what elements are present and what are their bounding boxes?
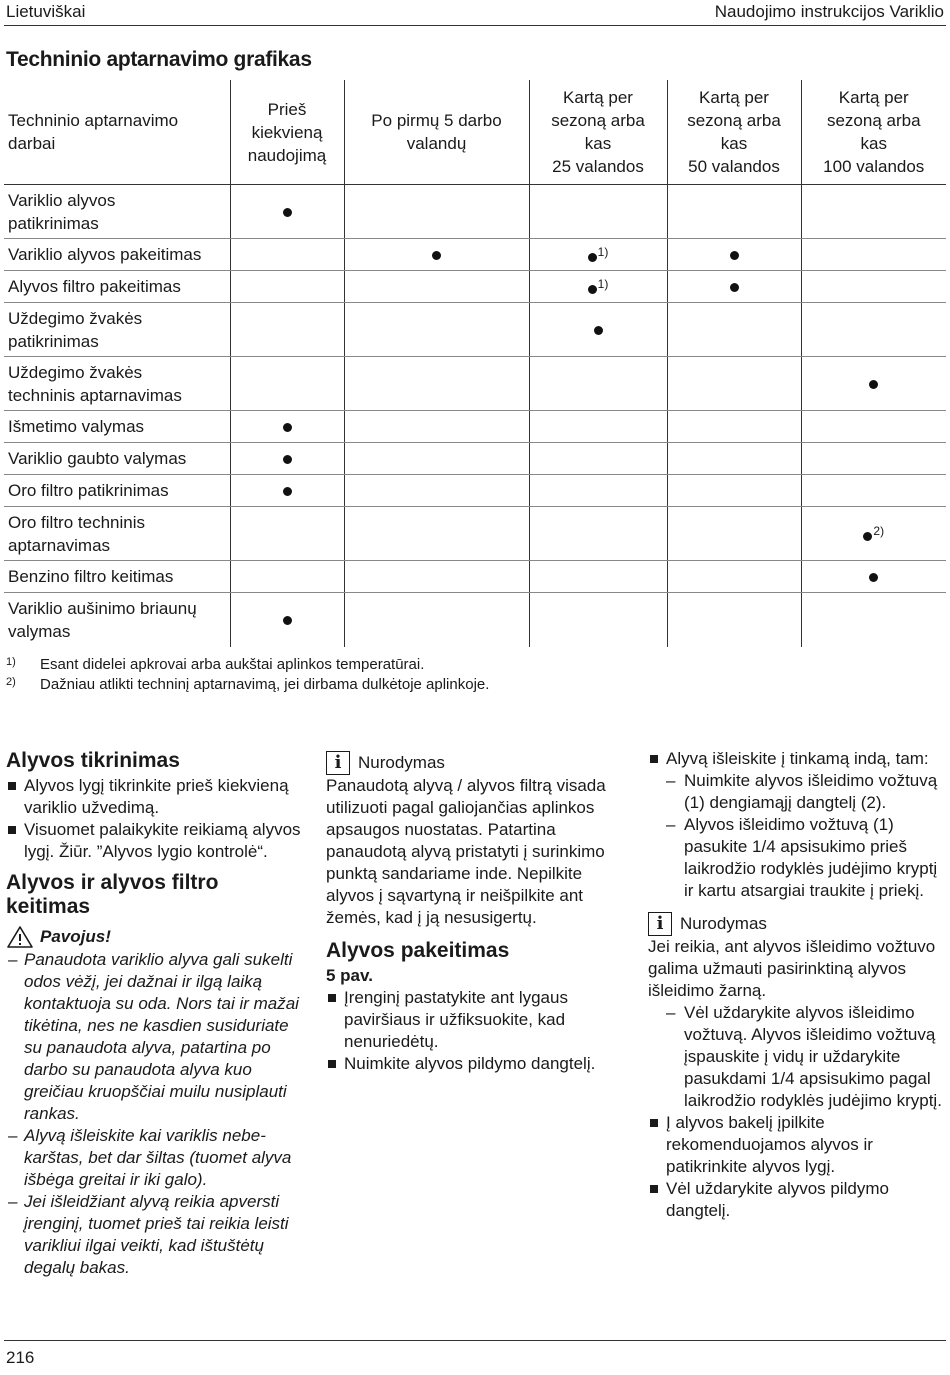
- table-row: [4, 411, 946, 443]
- column-header-task: [4, 80, 230, 185]
- note-text: Jei reikia, ant alyvos išleidimo vožtuvo galima užmauti pasirinktiną alyvos išleidimo žarną.: [648, 937, 936, 1000]
- interval-cell: [344, 411, 529, 443]
- interval-cell: [230, 443, 344, 475]
- danger-notice-title: [6, 925, 306, 949]
- list-item: Alyvos lygį tikrinkite prieš kiekvieną variklio užvedimą.: [6, 775, 306, 819]
- interval-cell: [230, 507, 344, 561]
- interval-cell: [230, 593, 344, 647]
- header-line: Techninio aptarnavimo: [8, 111, 179, 130]
- table-row: [4, 303, 946, 357]
- table-row: [4, 357, 946, 411]
- interval-cell: [344, 357, 529, 411]
- info-icon: i: [326, 751, 350, 775]
- interval-cell: [667, 475, 801, 507]
- task-cell: [4, 185, 230, 239]
- interval-cell: [801, 475, 946, 507]
- table-row: [4, 239, 946, 271]
- task-label: Išmetimo valymas: [8, 417, 145, 436]
- step-item: – Vėl uždarykite alyvos išleidimo vožtuvą. Alyvos išleidimo vožtuvą įspauskite į vidų ir uždarykite pasukdami 1/4 apsisukimo pagal laikrodžio rodyklės judėjimo kryptį.: [648, 1002, 946, 1112]
- list-item: Į alyvos bakelį įpilkite rekomenduojamos alyvos ir patikrinkite alyvos lygį.: [648, 1112, 946, 1178]
- list-item: Įrenginį pastatykite ant lygaus paviršiaus ir užfiksuokite, kad nenuriedėtų.: [326, 987, 626, 1053]
- danger-item: – Panaudota variklio alyva gali sukelti odos vėžį, jei dažnai ir ilgą laiką kontaktuoja su oda. Nors tai ir mažai tikėtina, nes ne kasdien susiduriate su panaudota alyva, patartina po darbo su panaudota alyva kuo greičiau kruopščiai muilu nusiplauti rankas.: [6, 949, 306, 1125]
- footnote-mark: 1): [6, 656, 16, 668]
- bullet-mark-icon: [283, 423, 292, 432]
- bullet-mark-icon: [730, 251, 739, 260]
- task-label: Alyvos filtro pakeitimas: [8, 277, 181, 296]
- header-divider: [4, 25, 946, 26]
- list-item: Nuimkite alyvos pildymo dangtelį.: [326, 1053, 626, 1075]
- header-right: Naudojimo instrukcijos Variklio: [714, 2, 944, 21]
- interval-cell: [801, 561, 946, 593]
- header-line: Po pirmų 5 darbo: [371, 111, 502, 130]
- interval-cell: [230, 239, 344, 271]
- task-label: valymas: [8, 621, 71, 641]
- maintenance-schedule-table: [4, 80, 946, 647]
- interval-cell: [230, 561, 344, 593]
- note-title: [326, 751, 626, 775]
- bullet-mark-icon: [283, 208, 292, 217]
- header-line: kas: [720, 134, 748, 153]
- interval-cell: [801, 507, 946, 561]
- interval-cell: [801, 443, 946, 475]
- column-header-interval: [230, 80, 344, 185]
- interval-cell: [801, 357, 946, 411]
- task-cell: [4, 593, 230, 647]
- task-label: Variklio aušinimo briaunų: [8, 598, 197, 618]
- footer-divider: [4, 1340, 946, 1341]
- header-line: sezoną arba: [826, 111, 921, 130]
- task-label: patikrinimas: [8, 331, 99, 351]
- danger-label: Pavojus!: [40, 927, 111, 946]
- interval-cell: [230, 185, 344, 239]
- header-line: 25 valandos: [552, 157, 644, 176]
- interval-cell: [529, 475, 667, 507]
- bullet-mark-icon: [432, 251, 441, 260]
- note-title: [648, 912, 946, 936]
- danger-item: – Jei išleidžiant alyvą reikia apversti įrenginį, tuomet prieš tai reikia leisti varikliui ilgai veikti, kad ištuštėtų degalų bakas.: [6, 1191, 306, 1279]
- column-header-interval: [801, 80, 946, 185]
- interval-cell: [801, 411, 946, 443]
- task-label: aptarnavimas: [8, 535, 111, 555]
- table-row: [4, 593, 946, 647]
- header-line: 50 valandos: [688, 157, 780, 176]
- interval-cell: [344, 185, 529, 239]
- interval-cell: [667, 239, 801, 271]
- column-header-interval: [344, 80, 529, 185]
- column-left: [6, 745, 306, 1279]
- task-label: Benzino filtro keitimas: [8, 567, 174, 586]
- interval-cell: [667, 303, 801, 357]
- interval-cell: [801, 303, 946, 357]
- interval-cell: [801, 185, 946, 239]
- header-line: valandų: [406, 134, 467, 153]
- header-line: Prieš: [267, 99, 307, 119]
- interval-cell: [529, 357, 667, 411]
- interval-cell: [529, 507, 667, 561]
- interval-cell: [344, 303, 529, 357]
- task-cell: [4, 271, 230, 303]
- interval-cell: [344, 561, 529, 593]
- interval-cell: [667, 507, 801, 561]
- step-item: – Nuimkite alyvos išleidimo vožtuvą (1) dengiamąjį dangtelį (2).: [648, 770, 946, 814]
- header-line: Kartą per: [563, 88, 633, 107]
- task-cell: [4, 357, 230, 411]
- column-header-interval: [529, 80, 667, 185]
- task-label: Oro filtro techninis: [8, 512, 145, 532]
- task-label: Variklio alyvos: [8, 190, 116, 210]
- bullet-mark-icon: [588, 285, 597, 294]
- interval-cell: [344, 239, 529, 271]
- footnote-text: Esant didelei apkrovai arba aukštai aplinkos temperatūrai.: [40, 656, 425, 673]
- footnote-ref: 1): [597, 277, 609, 291]
- interval-cell: [667, 271, 801, 303]
- interval-cell: [529, 303, 667, 357]
- footnote-mark: 2): [6, 676, 16, 688]
- task-cell: [4, 443, 230, 475]
- table-row: [4, 475, 946, 507]
- header-line: kiekvieną: [251, 122, 323, 142]
- interval-cell: [344, 271, 529, 303]
- task-label: patikrinimas: [8, 213, 99, 233]
- interval-cell: [344, 507, 529, 561]
- interval-cell: [667, 443, 801, 475]
- danger-item: – Alyvą išleiskite kai variklis nebe-karštas, bet dar šiltas (tuomet alyva išbėga greitai ir iki galo).: [6, 1125, 306, 1191]
- interval-cell: [230, 357, 344, 411]
- info-icon: i: [648, 912, 672, 936]
- header-line: Kartą per: [699, 88, 769, 107]
- footnote-text: Dažniau atlikti techninį aptarnavimą, jei dirbama dulkėtoje aplinkoje.: [40, 676, 490, 693]
- header-line: 100 valandos: [823, 157, 925, 176]
- interval-cell: [529, 411, 667, 443]
- column-middle: [326, 745, 626, 1075]
- task-label: Uždegimo žvakės: [8, 362, 143, 382]
- heading-oil-replace: Alyvos pakeitimas: [326, 939, 510, 962]
- page-number: 216: [6, 1348, 35, 1367]
- interval-cell: [529, 239, 667, 271]
- list-item: Visuomet palaikykite reikiamą alyvos lygį. Žiūr. ”Alyvos lygio kontrolė“.: [6, 819, 306, 863]
- interval-cell: [801, 593, 946, 647]
- footnote-1: [6, 655, 489, 675]
- interval-cell: [667, 593, 801, 647]
- bullet-mark-icon: [283, 487, 292, 496]
- interval-cell: [529, 561, 667, 593]
- task-label: Oro filtro patikrinimas: [8, 481, 169, 500]
- task-cell: [4, 475, 230, 507]
- interval-cell: [667, 185, 801, 239]
- bullet-mark-icon: [588, 253, 597, 262]
- warning-triangle-icon: [6, 925, 34, 949]
- column-right: [648, 748, 946, 1222]
- heading-oil-check: Alyvos tikrinimas: [6, 749, 180, 772]
- task-label: Variklio gaubto valymas: [8, 449, 187, 468]
- footnote-ref: 1): [597, 245, 609, 259]
- header-line: kas: [860, 134, 887, 153]
- task-label: techninis aptarnavimas: [8, 385, 182, 405]
- header-line: sezoną arba: [687, 111, 781, 130]
- interval-cell: [344, 443, 529, 475]
- table-row: [4, 561, 946, 593]
- table-row: [4, 185, 946, 239]
- header-line: naudojimą: [247, 145, 327, 165]
- interval-cell: [230, 303, 344, 357]
- interval-cell: [344, 475, 529, 507]
- list-item: Vėl uždarykite alyvos pildymo dangtelį.: [648, 1178, 946, 1222]
- task-label: Variklio alyvos pakeitimas: [8, 245, 202, 264]
- interval-cell: [230, 411, 344, 443]
- bullet-mark-icon: [283, 455, 292, 464]
- step-item: – Alyvos išleidimo vožtuvą (1) pasukite 1/4 apsisukimo prieš laikrodžio rodyklės judėjimo kryptį ir kartu atsargiai traukite į priekį.: [648, 814, 946, 902]
- task-cell: [4, 561, 230, 593]
- header-line: sezoną arba: [551, 111, 645, 130]
- interval-cell: [667, 357, 801, 411]
- interval-cell: [529, 185, 667, 239]
- task-cell: [4, 303, 230, 357]
- interval-cell: [801, 239, 946, 271]
- footnote-2: [6, 675, 489, 695]
- list-item: Alyvą išleiskite į tinkamą indą, tam:: [648, 748, 946, 770]
- task-cell: [4, 507, 230, 561]
- header-line: darbai: [8, 134, 56, 153]
- interval-cell: [529, 593, 667, 647]
- bullet-mark-icon: [869, 573, 878, 582]
- section-title: Techninio aptarnavimo grafikas: [6, 48, 312, 71]
- task-cell: [4, 411, 230, 443]
- header-line: Kartą per: [838, 88, 909, 107]
- footnote-ref: 2): [873, 524, 885, 538]
- footnotes: [6, 655, 489, 695]
- interval-cell: [801, 271, 946, 303]
- heading-oil-change: Alyvos ir alyvos filtro keitimas: [6, 871, 219, 918]
- bullet-mark-icon: [869, 380, 878, 389]
- figure-reference: 5 pav.: [326, 966, 373, 985]
- interval-cell: [230, 475, 344, 507]
- interval-cell: [529, 443, 667, 475]
- table-row: [4, 443, 946, 475]
- bullet-mark-icon: [283, 616, 292, 625]
- interval-cell: [230, 271, 344, 303]
- interval-cell: [529, 271, 667, 303]
- column-header-interval: [667, 80, 801, 185]
- header-left: Lietuviškai: [6, 2, 86, 21]
- table-row: [4, 271, 946, 303]
- note-label: Nurodymas: [358, 753, 445, 772]
- bullet-mark-icon: [730, 283, 739, 292]
- task-cell: [4, 239, 230, 271]
- table-row: [4, 507, 946, 561]
- interval-cell: [667, 411, 801, 443]
- interval-cell: [344, 593, 529, 647]
- bullet-mark-icon: [863, 532, 872, 541]
- interval-cell: [667, 561, 801, 593]
- task-label: Uždegimo žvakės: [8, 308, 143, 328]
- header-line: kas: [584, 134, 612, 153]
- note-text: Panaudotą alyvą / alyvos filtrą visada utilizuoti pagal galiojančias aplinkos apsaugos nuostatas. Patartina panaudotą alyvą pristatyti į surinkimo punktą sandariame inde. Nepilkite alyvos į sąvartyną ir neišpilkite ant žemės, kad į ją nesusigertų.: [326, 776, 606, 927]
- bullet-mark-icon: [594, 326, 603, 335]
- note-label: Nurodymas: [680, 914, 767, 933]
